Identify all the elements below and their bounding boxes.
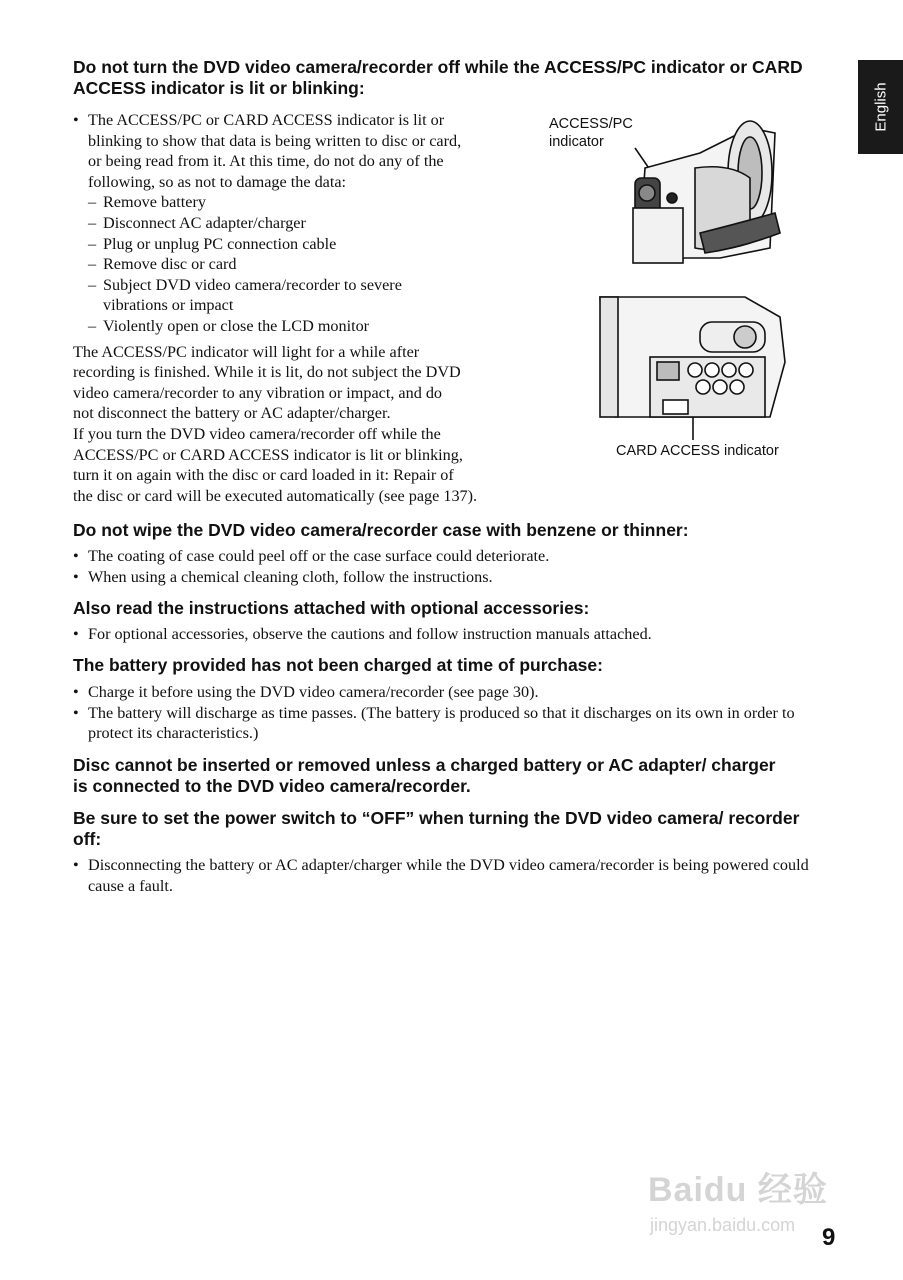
section-heading-disc: Disc cannot be inserted or removed unless a charged battery or AC adapter/ charger is connected to the DVD video camera/recorder.	[73, 755, 776, 796]
language-tab	[858, 60, 903, 154]
bullet-item: • For optional accessories, observe the cautions and follow instruction manuals attached.	[73, 624, 833, 645]
bullet-item: • Charge it before using the DVD video camera/recorder (see page 30).	[73, 682, 835, 703]
bullet-item: • The ACCESS/PC or CARD ACCESS indicator is lit or blinking to show that data is being written to disc or card, or being read from it. At this time, do not do any of the following, so as not to damage the data: – Remove battery – Disconnect AC adapter/charger – Plug or unplug PC connection cable – Remove disc or card – Subject DVD video camera/recorder to severe vibrations or impact – Violently open or close the LCD monitor	[73, 110, 543, 337]
dash-item: – Plug or unplug PC connection cable	[88, 234, 543, 255]
paragraph: The ACCESS/PC indicator will light for a while after recording is finished. While it is lit, do not subject the DVD video camera/recorder to any vibration or impact, and do not disconnect the battery or AC adapter/charger. If you turn the DVD video camera/recorder off while the ACCESS/PC or CARD ACCESS indicator is lit or blinking, turn it on again with the disc or card loaded in it: Repair of the disc or card will be executed automatically (see page 137).	[73, 342, 478, 505]
page-number: 9	[822, 1224, 836, 1251]
access-pc-caption: ACCESS/PC indicator	[549, 116, 633, 150]
section6-text	[73, 855, 835, 896]
dash-item: – Disconnect AC adapter/charger	[88, 213, 543, 234]
camera-side-illustration	[595, 292, 795, 442]
dash-item: – Subject DVD video camera/recorder to severe vibrations or impact	[88, 275, 543, 316]
bullet-item: • When using a chemical cleaning cloth, follow the instructions.	[73, 567, 833, 588]
watermark-logo: Baidu 经验	[648, 1171, 828, 1209]
card-access-caption: CARD ACCESS indicator	[616, 443, 779, 459]
dash-item: – Remove disc or card	[88, 254, 543, 275]
watermark-url: jingyan.baidu.com	[650, 1215, 796, 1235]
bullet-item: • The coating of case could peel off or the case surface could deteriorate.	[73, 546, 833, 567]
dash-item: – Violently open or close the LCD monitor	[88, 316, 543, 337]
section-heading-access-indicator: Do not turn the DVD video camera/recorder off while the ACCESS/PC indicator or CARD ACCESS indicator is lit or blinking:	[73, 57, 803, 98]
camera-top-illustration	[600, 108, 800, 273]
section2-text	[73, 546, 833, 587]
section-heading-accessories: Also read the instructions attached with optional accessories:	[73, 598, 590, 618]
section-heading-power-switch: Be sure to set the power switch to “OFF” when turning the DVD video camera/ recorder off:	[73, 808, 800, 849]
section-heading-benzene: Do not wipe the DVD video camera/recorder case with benzene or thinner:	[73, 520, 689, 540]
section1-text	[73, 110, 543, 506]
section-heading-battery: The battery provided has not been charged at time of purchase:	[73, 655, 603, 675]
section3-text	[73, 624, 833, 645]
bullet-item: • The battery will discharge as time passes. (The battery is produced so that it discharges on its own in order to protect its characteristics.)	[73, 703, 835, 744]
dash-item: – Remove battery	[88, 192, 543, 213]
bullet-item: • Disconnecting the battery or AC adapter/charger while the DVD video camera/recorder is being powered could cause a fault.	[73, 855, 835, 896]
language-tab-label: English	[872, 82, 889, 132]
section4-text	[73, 682, 835, 744]
